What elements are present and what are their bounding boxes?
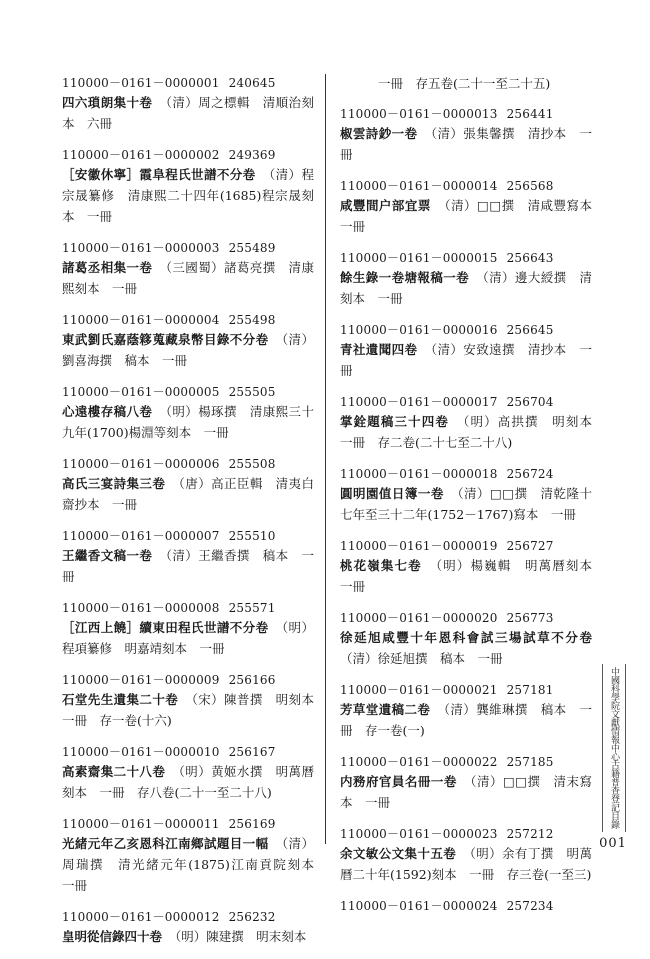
entry-title: 石堂先生遺集二十卷 xyxy=(62,692,179,707)
entry-number: 249369 xyxy=(228,148,276,162)
catalog-entry xyxy=(62,74,314,135)
entry-details: （宋）陳普撰 明刻本 一冊 存一卷(十六) xyxy=(62,692,327,728)
entry-id: 110000－0161－0000007 xyxy=(62,529,220,543)
entry-number: 257185 xyxy=(506,755,554,769)
entry-id: 110000－0161－0000019 xyxy=(340,539,498,553)
entry-id: 110000－0161－0000014 xyxy=(340,179,498,193)
entry-title: 余文敏公文集十五卷 xyxy=(340,846,457,861)
entry-details: （清）□□撰 清末寫本 一冊 xyxy=(340,774,592,810)
entry-id: 110000－0161－0000016 xyxy=(340,323,498,337)
entry-id: 110000－0161－0000009 xyxy=(62,673,220,687)
entry-id: 110000－0161－0000021 xyxy=(340,683,498,697)
sidebar-title-text: 中國科學院文獻情報中心古籍普查登記目錄 xyxy=(609,667,619,829)
entry-id: 110000－0161－0000022 xyxy=(340,755,498,769)
entry-number: 255508 xyxy=(228,457,276,471)
entry-id: 110000－0161－0000024 xyxy=(340,899,498,913)
column-divider xyxy=(325,74,326,844)
entry-number: 257234 xyxy=(506,899,554,913)
catalog-entry xyxy=(340,537,605,598)
page-number: 001 xyxy=(599,836,627,851)
entry-id: 110000－0161－0000002 xyxy=(62,148,220,162)
entry-number: 256773 xyxy=(506,611,554,625)
entry-number: 255510 xyxy=(228,529,276,543)
entry-details: （清）□□撰 清乾隆十七年至三十二年(1752－1767)寫本 一冊 xyxy=(340,486,592,522)
catalog-entry xyxy=(340,465,592,526)
catalog-entry xyxy=(62,146,314,228)
entry-id: 110000－0161－0000001 xyxy=(62,76,220,90)
entry-id: 110000－0161－0000005 xyxy=(62,385,220,399)
entry-id: 110000－0161－0000006 xyxy=(62,457,220,471)
catalog-entry xyxy=(340,393,605,454)
entry-title: ［安徽休寧］霞阜程氏世譜不分卷 xyxy=(62,167,256,182)
entry-number: 256169 xyxy=(228,817,276,831)
entry-number: 256643 xyxy=(506,251,554,265)
catalog-entry xyxy=(62,599,314,660)
entry-title: 圓明園值日簿一卷 xyxy=(340,486,444,501)
entry-details: （明）高拱撰 明刻本 一冊 存二卷(二十七至二十八) xyxy=(340,414,605,450)
entry-title: 椒雲詩鈔一卷 xyxy=(340,126,418,141)
entry-id: 110000－0161－0000003 xyxy=(62,241,220,255)
entry-number: 240645 xyxy=(228,76,276,90)
catalog-entry xyxy=(340,177,605,238)
entry-title: 諸葛丞相集一卷 xyxy=(62,260,153,275)
entry-id: 110000－0161－0000013 xyxy=(340,107,498,121)
catalog-entry xyxy=(62,455,314,516)
entry-title: 咸豐間户部宜票 xyxy=(340,198,431,213)
entry-title: 掌銓題稿三十四卷 xyxy=(340,414,449,429)
entry-id: 110000－0161－0000020 xyxy=(340,611,498,625)
entry-id: 110000－0161－0000011 xyxy=(62,817,220,831)
entry-number: 256568 xyxy=(506,179,554,193)
catalog-entry xyxy=(340,753,592,814)
entry-details: （清）王繼香撰 稿本 一冊 xyxy=(62,548,314,584)
entry-number: 255498 xyxy=(228,313,276,327)
entry-title: 高氏三宴詩集三卷 xyxy=(62,476,166,491)
catalog-entry xyxy=(340,321,592,382)
entry-id: 110000－0161－0000004 xyxy=(62,313,220,327)
entry-details: （清）安致遠撰 清抄本 一冊 xyxy=(340,342,592,378)
entry-details: （清）邊大綬撰 清刻本 一冊 xyxy=(340,270,592,306)
entry-details: （明）程項纂修 明嘉靖刻本 一冊 xyxy=(62,620,314,656)
entry-details: （清）周之標輯 清順治刻本 六冊 xyxy=(62,95,314,131)
entry-number: 257212 xyxy=(506,827,554,841)
entry-title: 芳草堂遺稿二卷 xyxy=(340,702,431,717)
entry-details: （清）周瑞撰 清光緒元年(1875)江南貢院刻本 一冊 xyxy=(62,836,327,893)
sidebar-running-title xyxy=(602,664,626,832)
entry-title: 心遠樓存稿八卷 xyxy=(62,404,153,419)
catalog-entry xyxy=(62,311,314,372)
entry-number: 256727 xyxy=(506,539,554,553)
right-column xyxy=(340,74,605,927)
catalog-entry xyxy=(62,383,314,444)
entry-title: ［江西上饒］續東田程氏世譜不分卷 xyxy=(62,620,269,635)
catalog-entry xyxy=(340,825,592,886)
catalog-entry xyxy=(62,527,314,588)
entry-details: （明）余有丁撰 明萬曆二十年(1592)刻本 一冊 存三卷(一至三) xyxy=(340,846,592,882)
entry-title: 青社遺聞四卷 xyxy=(340,342,418,357)
catalog-entry xyxy=(340,681,592,742)
entry-details: （清）□□撰 清咸豐寫本 一冊 xyxy=(340,198,605,234)
entry-id: 110000－0161－0000010 xyxy=(62,745,220,759)
entry-details: （唐）高正臣輯 清夷白齋抄本 一冊 xyxy=(62,476,314,512)
entry-number: 256724 xyxy=(506,467,554,481)
entry-details: （清）程宗晟纂修 清康熙二十四年(1685)程宗晟刻本 一冊 xyxy=(62,167,314,224)
entry-id: 110000－0161－0000008 xyxy=(62,601,220,615)
entry-details: （明）黄姬水撰 明萬曆刻本 一冊 存八卷(二十一至二十八) xyxy=(62,764,314,800)
entry-id: 110000－0161－0000018 xyxy=(340,467,498,481)
entry-title: 東武劉氏嘉蔭簃蒐藏泉幣目錄不分卷 xyxy=(62,332,269,347)
entry-id: 110000－0161－0000015 xyxy=(340,251,498,265)
entry-details: （清）徐延旭撰 稿本 一冊 xyxy=(340,651,503,666)
entry-title: 王繼香文稿一卷 xyxy=(62,548,153,563)
entry-id: 110000－0161－0000012 xyxy=(62,910,220,924)
entry-title: 皇明從信錄四十卷 xyxy=(62,929,163,944)
entry-details: （清）劉喜海撰 稿本 一冊 xyxy=(62,332,314,368)
entry-number: 256166 xyxy=(228,673,276,687)
left-column xyxy=(62,74,327,959)
catalog-entry xyxy=(62,815,327,897)
catalog-entry xyxy=(340,105,592,166)
catalog-entry xyxy=(62,671,327,732)
entry-title: 徐延旭咸豐十年恩科會試三場試草不分卷 xyxy=(340,630,592,645)
entry-number: 255505 xyxy=(228,385,276,399)
entry-continuation: 一冊 存五卷(二十一至二十五) xyxy=(378,76,551,91)
entry-number: 256232 xyxy=(228,910,276,924)
entry-number: 255571 xyxy=(228,601,276,615)
entry-id: 110000－0161－0000023 xyxy=(340,827,498,841)
catalog-entry xyxy=(340,609,592,670)
entry-title: 光緒元年乙亥恩科江南鄉試題目一幅 xyxy=(62,836,269,851)
entry-id: 110000－0161－0000017 xyxy=(340,395,498,409)
catalog-entry xyxy=(62,743,314,804)
entry-number: 256167 xyxy=(228,745,276,759)
entry-details: （清）張集馨撰 清抄本 一冊 xyxy=(340,126,592,162)
entry-title: 桃花嶺集七卷 xyxy=(340,558,422,573)
entry-details: （明）楊琢撰 清康熙三十九年(1700)楊淵等刻本 一冊 xyxy=(62,404,314,440)
entry-details: （明）楊巍輯 明萬曆刻本 一冊 xyxy=(340,558,605,594)
entry-title: 四六瑣朗集十卷 xyxy=(62,95,153,110)
entry-number: 256704 xyxy=(506,395,554,409)
entry-number: 256645 xyxy=(506,323,554,337)
entry-title: 高素齋集二十八卷 xyxy=(62,764,166,779)
entry-number: 257181 xyxy=(506,683,554,697)
entry-number: 256441 xyxy=(506,107,554,121)
entry-title: 餘生錄一卷塘報稿一卷 xyxy=(340,270,470,285)
catalog-entry xyxy=(62,239,314,300)
catalog-entry xyxy=(340,249,592,310)
entry-details: （清）龔維琳撰 稿本 一冊 存一卷(一) xyxy=(340,702,592,738)
entry-title: 内務府官員名冊一卷 xyxy=(340,774,457,789)
catalog-entry xyxy=(62,908,314,948)
entry-number: 255489 xyxy=(228,241,276,255)
entry-details: （明）陳建撰 明末刻本 xyxy=(175,929,307,944)
catalog-entry xyxy=(340,897,592,916)
entry-details: （三國蜀）諸葛亮撰 清康熙刻本 一冊 xyxy=(62,260,314,296)
